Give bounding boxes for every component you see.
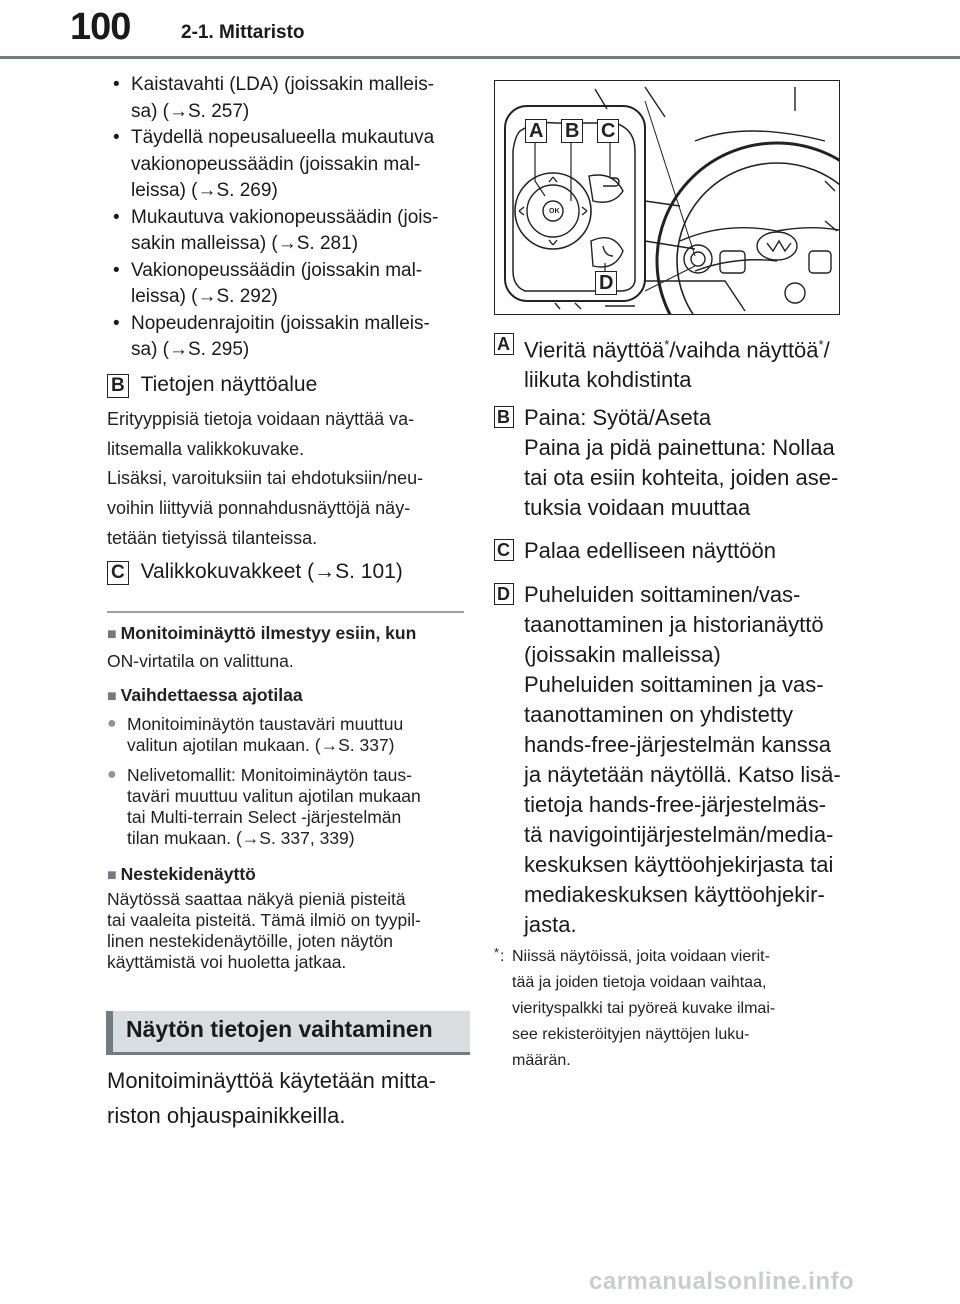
label-c: C — [107, 561, 129, 585]
item-c-title: Valikkokuvakkeet (→S. 101) — [140, 560, 403, 583]
section-title: 2-1. Mittaristo — [181, 22, 305, 43]
desc-c: C Palaa edelliseen näyttöön — [494, 536, 854, 566]
list-item: • Kaistavahti (LDA) (joissakin malleis- sa) (→S. 257) — [113, 74, 435, 122]
desc-d: D Puheluiden soittaminen/vas- taanottaminen ja historianäyttö (joissakin malleissa) Puheluiden soittaminen ja vas- taanottaminen on yhdistetty hands-free-järjestelmän kanssa ja näytetään näytöllä. Katso lisä- tietoja hands-free-järjestelmäs- tä navigointijärjestelmän/media- keskuksen käyttöohjekirjasta tai mediakeskuksen käyttöohjekir- jasta. — [494, 580, 854, 940]
circle-bullet-icon: ● — [107, 715, 117, 732]
item-c-heading — [107, 560, 403, 585]
list-item: • Vakionopeussäädin (joissakin mal- leissa) (→S. 292) — [113, 259, 423, 307]
note-bullet: ● Monitoiminäytön taustaväri muuttuu valitun ajotilan mukaan. (→S. 337) — [107, 714, 404, 755]
desc-a: A Vieritä näyttöä*/vaihda näyttöä*/ liikuta kohdistinta — [494, 330, 854, 395]
circle-bullet-icon: ● — [107, 766, 117, 783]
page-number: 100 — [70, 6, 131, 48]
item-b-desc-2: Lisäksi, varoituksiin tai ehdotuksiin/neu- voihin liittyviä ponnahdusnäyttöjä näy- tetään tietyissä tilanteissa. — [107, 468, 424, 548]
note-bullet: ● Nelivetomallit: Monitoiminäytön taus- taväri muuttuu valitun ajotilan mukaan tai Multi-terrain Select -järjestelmän tilan mukaan. (→S. 337, 339) — [107, 765, 421, 848]
item-b-desc: Erityyppisiä tietoja voidaan näyttää va- litsemalla valikkokuvake. — [107, 409, 415, 459]
bullet-list — [113, 72, 473, 364]
desc-b: B Paina: Syötä/Aseta Paina ja pidä painettuna: Nollaa tai ota esiin kohteita, joiden ase- tuksia voidaan muuttaa — [494, 403, 854, 523]
label-b: B — [107, 374, 129, 398]
figure-label-a: A — [525, 119, 547, 143]
svg-text:OK: OK — [549, 208, 560, 215]
label-b-right: B — [494, 406, 514, 428]
figure-label-c: C — [597, 119, 619, 143]
figure-label-d: D — [595, 271, 617, 295]
list-item: • Mukautuva vakionopeussäädin (jois- sakin malleissa) (→S. 281) — [113, 206, 439, 254]
figure-label-b: B — [561, 119, 583, 143]
square-bullet-icon: ■ — [107, 867, 117, 884]
divider — [107, 611, 464, 613]
item-b-title: Tietojen näyttöalue — [140, 373, 318, 396]
closing-text: Monitoiminäyttöä käytetään mitta- riston ohjauspainikkeilla. — [107, 1068, 436, 1128]
list-item: • Täydellä nopeusalueella mukautuva vakionopeussäädin (joissakin mal- leissa) (→S. 269) — [113, 127, 435, 201]
notes: ■ Monitoiminäyttö ilmestyy esiin, kun ON-virtatila on valittuna. ■ Vaihdettaessa ajotilaa ● Monitoiminäytön taustaväri muuttuu valitun ajotilan mukaan. (→S. 337) ● Nelivetomallit: Monitoiminäytön taus- taväri muuttuu valitun ajotilan mukaan tai Multi-terrain Select -järjestelmän tilan mukaan. (→S. 337, 339) ■ Nestekidenäyttö Näytössä saattaa näkyä pieniä pisteitä tai vaaleita pisteitä. Tämä ilmiö on tyypil- linen nestekidenäytöille, joten näytön käyttämistä voi huoletta jatkaa. — [107, 620, 472, 973]
list-item: • Nopeudenrajoitin (joissakin malleis- sa) (→S. 295) — [113, 312, 430, 360]
section-heading: Näytön tietojen vaihtaminen — [126, 1016, 433, 1042]
square-bullet-icon: ■ — [107, 688, 117, 705]
watermark: carmanualsonline.info — [589, 1268, 855, 1295]
label-a: A — [494, 333, 514, 355]
label-d-right: D — [494, 583, 514, 605]
section-heading-rule — [106, 1052, 470, 1055]
item-b-heading — [107, 373, 317, 398]
steering-wheel-illustration — [495, 81, 839, 314]
label-c-right: C — [494, 539, 514, 561]
steering-wheel-figure — [494, 80, 840, 315]
header-rule — [0, 56, 960, 59]
footnote: * : Niissä näytöissä, joita voidaan vierit- tää ja joiden tietoja voidaan vaihtaa, vierityspalkki tai pyöreä kuvake ilmai- see rekisteröityjen näyttöjen luku- määrän. — [494, 945, 776, 1069]
square-bullet-icon: ■ — [107, 626, 117, 643]
